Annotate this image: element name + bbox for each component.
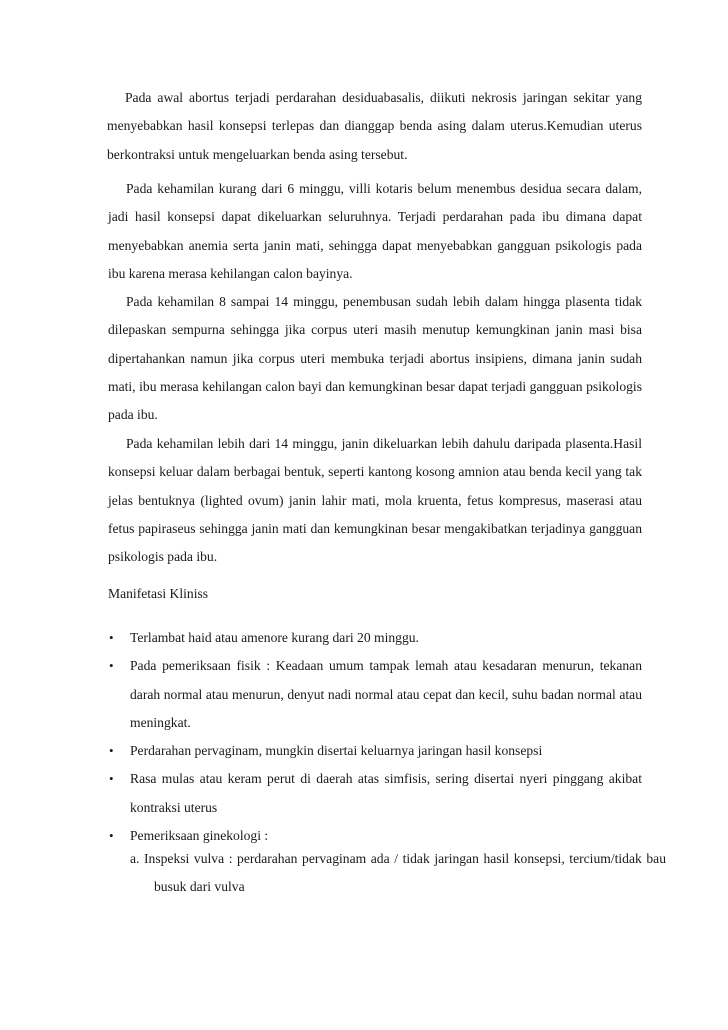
bullet-icon: •: [109, 743, 114, 759]
paragraph-3: Pada kehamilan 8 sampai 14 minggu, penembusan sudah lebih dalam hingga plasenta tidak dilepaskan sempurna sehingga jika corpus uteri masih menutup kemungkinan janin masi bisa dipertahankan namun jika corpus uteri membuka terjadi abortus insipiens, dimana janin sudah mati, ibu merasa kehilangan calon bayi dan kemungkinan besar dapat terjadi gangguan psikologis pada ibu.: [108, 294, 642, 423]
bullet-text: Terlambat haid atau amenore kurang dari 20 minggu.: [130, 630, 419, 645]
paragraph-1: Pada awal abortus terjadi perdarahan desiduabasalis, diikuti nekrosis jaringan sekitar yang menyebabkan hasil konsepsi terlepas dan dianggap benda asing dalam uterus.Kemudian uterus berkontraksi untuk mengeluarkan benda asing tersebut.: [107, 90, 642, 162]
bullet-item: [108, 652, 642, 737]
sub-item-inspeksi-vulva: a. Inspeksi vulva : perdarahan pervaginam ada / tidak jaringan hasil konsepsi, tercium/tidak bau busuk dari vulva: [130, 851, 666, 895]
bullet-text: Pemeriksaan ginekologi :: [130, 828, 269, 844]
bullet-item: [108, 765, 642, 822]
bullet-item: [108, 624, 642, 652]
paragraph-2: Pada kehamilan kurang dari 6 minggu, villi kotaris belum menembus desidua secara dalam, jadi hasil konsepsi dapat dikeluarkan seluruhnya. Terjadi perdarahan pada ibu dimana dapat menyebabkan anemia serta janin mati, sehingga dapat menyebabkan gangguan psikologis pada ibu karena merasa kehilangan calon bayinya.: [108, 181, 642, 281]
bullet-item: [108, 737, 642, 765]
paragraph-4: Pada kehamilan lebih dari 14 minggu, janin dikeluarkan lebih dahulu daripada plasenta.Hasil konsepsi keluar dalam berbagai bentuk, seperti kantong kosong amnion atau benda kecil yang tak jelas bentuknya (lighted ovum) janin lahir mati, mola kruenta, fetus kompresus, maserasi atau fetus papiraseus sehingga janin mati dan kemungkinan besar mengakibatkan terjadinya gangguan psikologis pada ibu.: [108, 436, 642, 565]
section-heading: Manifetasi Kliniss: [108, 586, 209, 601]
bullet-icon: •: [109, 658, 114, 674]
bullet-text: Perdarahan pervaginam, mungkin disertai keluarnya jaringan hasil konsepsi: [130, 743, 543, 759]
bullet-list: [108, 624, 642, 850]
bullet-text: Pada pemeriksaan fisik : Keadaan umum tampak lemah atau kesadaran menurun, tekanan darah normal atau menurun, denyut nadi normal atau cepat dan kecil, suhu badan normal atau meningkat.: [130, 658, 642, 730]
bullet-icon: •: [109, 828, 114, 844]
bullet-icon: •: [109, 771, 114, 787]
bullet-icon: •: [109, 630, 114, 645]
bullet-text: Rasa mulas atau keram perut di daerah atas simfisis, sering disertai nyeri pinggang akibat kontraksi uterus: [130, 771, 642, 815]
